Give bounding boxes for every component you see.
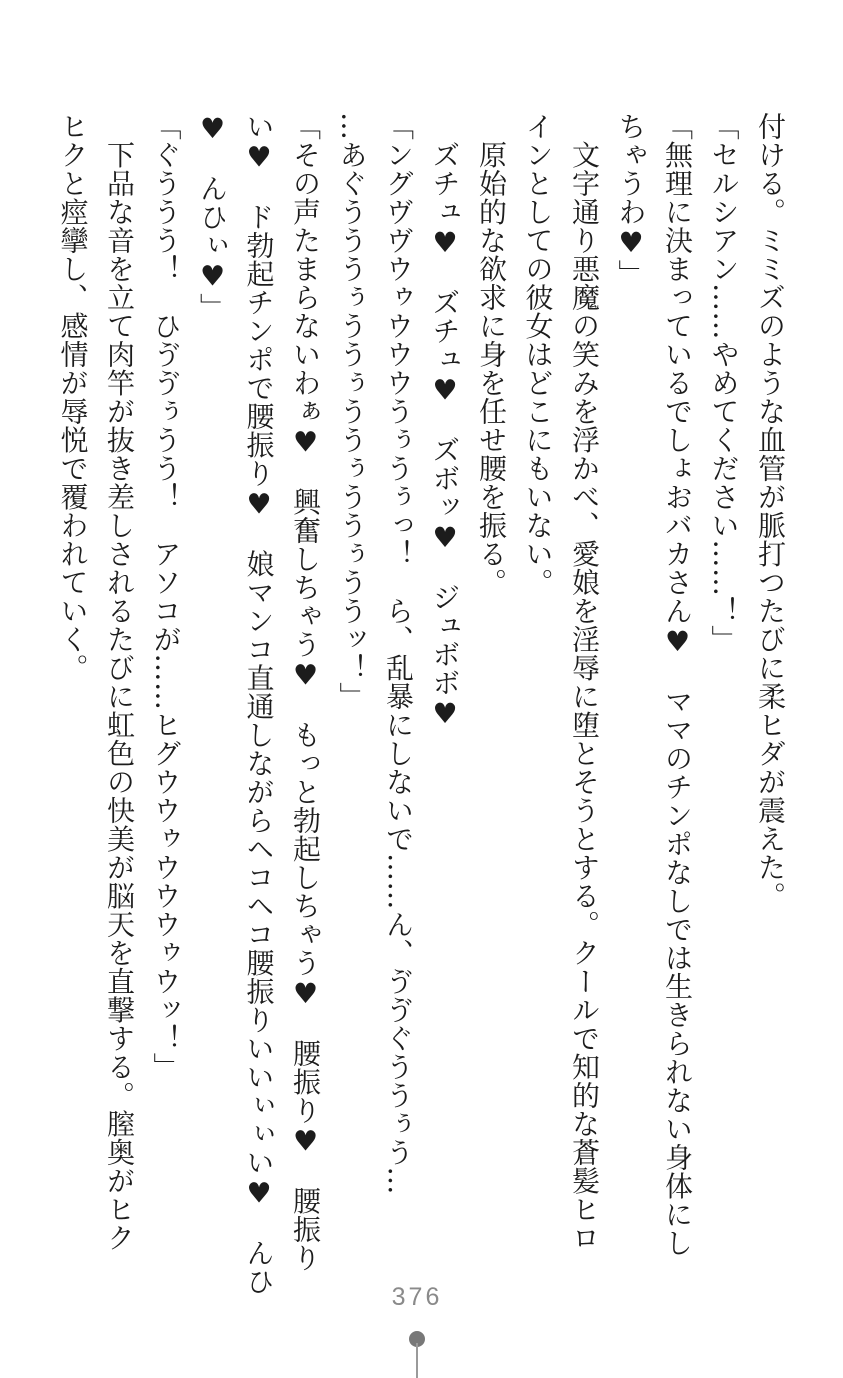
page-number: 376 <box>391 1283 443 1311</box>
vertical-text-block <box>49 112 793 1296</box>
text-line: ちゃうわ♥」 <box>614 112 648 288</box>
page-footer <box>0 1283 843 1378</box>
text-line: 「セルシアン……やめてください……！」 <box>707 112 741 654</box>
text-line: インとしての彼女はどこにもいない。 <box>521 112 555 597</box>
text-line: 「ングヴヴウゥウウウうぅうぅっ！ ら、乱暴にしないで……ん、ゔゔぐううぅう… <box>382 112 415 1195</box>
text-line: 文字通り悪魔の笑みを浮かべ、愛娘を淫辱に堕とそうとする。クールで知的な蒼髪ヒロ <box>568 112 601 1252</box>
text-line: …あぐうううぅううぅううぅううぅううッ！」 <box>335 112 369 711</box>
text-line: 「ぐううう！ ひゔゔぅうう！ アソコが……ヒグウウゥウウウゥウッ！」 <box>149 112 183 1081</box>
text-line: ヒクと痙攣し、感情が辱悦で覆われていく。 <box>56 112 90 682</box>
pin-ornament-stem <box>416 1343 418 1378</box>
text-line: 「その声たまらないわぁ♥ 興奮しちゃう♥ もっと勃起しちゃう♥ 腰振り♥ 腰振り <box>289 112 322 1272</box>
text-line: ♥ んひぃ♥」 <box>196 112 229 322</box>
text-line: 下品な音を立て肉竿が抜き差しされるたびに虹色の快美が脳天を直撃する。膣奥がヒク <box>103 112 136 1252</box>
text-line: い♥ ド勃起チンポで腰振り♥ 娘マンコ直通しながらヘコヘコ腰振りいいぃぃい♥ んひ <box>242 112 276 1296</box>
text-line: 付ける。ミミズのような血管が脈打つたびに柔ヒダが震えた。 <box>754 112 787 910</box>
text-line: 「無理に決まっているでしょおバカさん♥ ママのチンポなしでは生きられない身体にし <box>661 112 694 1257</box>
text-line: ズチュ♥ ズチュ♥ ズボッ♥ ジュボボ♥ <box>428 112 462 731</box>
text-line: 原始的な欲求に身を任せ腰を振る。 <box>475 112 508 597</box>
